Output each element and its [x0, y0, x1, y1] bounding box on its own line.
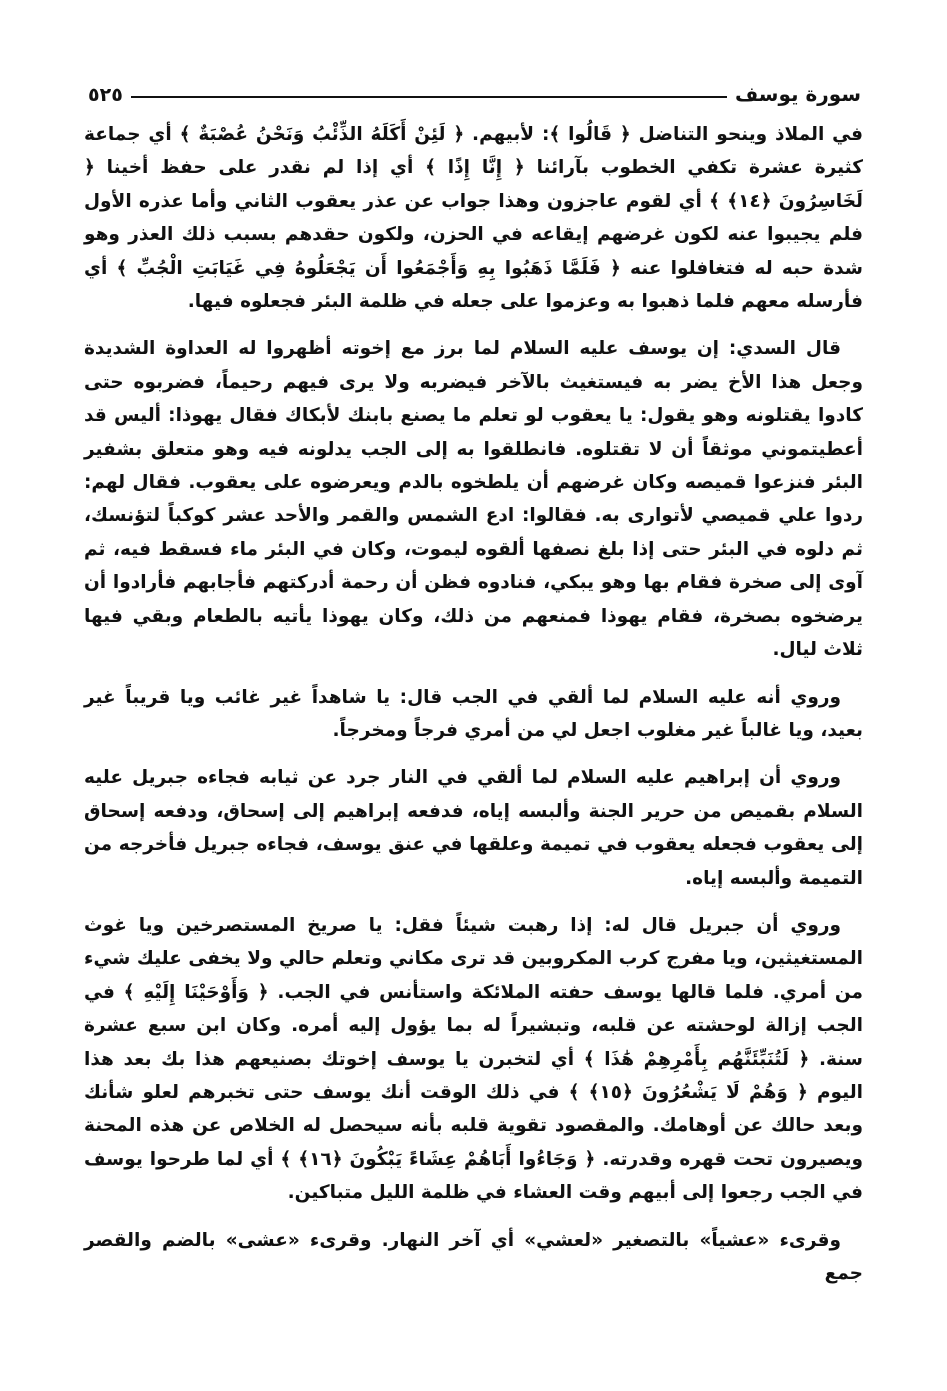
- paragraph: وقرىء «عشياً» بالتصغير «لعشي» أي آخر النهار. وقرىء «عشى» بالضم والقصر جمع: [84, 1229, 863, 1284]
- paragraph: في الملاذ وينحو التناضل ﴿ قَالُوا ﴾: لأبيهم. ﴿ لَئِنْ أَكَلَهُ الذِّئْبُ وَنَحْنُ عُصْبَةٌ ﴾ أي جماعة كثيرة عشرة تكفي الخطوب بآرائنا ﴿ إِنَّا إِذًا ﴾ أي إذا لم نقدر على حفظ أخينا ﴿ لَخَاسِرُونَ ﴿١٤﴾ ﴾ أي لقوم عاجزون وهذا جواب عن عذر يعقوب الثاني وأما عذره الأول فلم يجيبوا عنه لكون غرضهم إيقاعه في الحزن، ولكون حقدهم بسبب ذلك العذر وهو شدة حبه له فتغافلوا عنه ﴿ فَلَمَّا ذَهَبُوا بِهِ وَأَجْمَعُوا أَن يَجْعَلُوهُ فِي غَيَابَتِ الْجُبِّ ﴾ أي فأرسله معهم فلما ذهبوا به وعزموا على جعله في ظلمة البئر فجعلوه فيها.: [84, 124, 864, 313]
- paragraph: قال السدي: إن يوسف عليه السلام لما برز مع إخوته أظهروا له العداوة الشديدة وجعل هذا الأخ يضر به فيستغيث بالآخر فيضربه ولا يرى فيهم رحيماً، فضربوه حتى كادوا يقتلونه وهو يقول: يا يعقوب لو تعلم ما يصنع بابنك لأبكاك فقال يهوذا: أليس قد أعطيتموني موثقاً أن لا تقتلوه. فانطلقوا به إلى الجب يدلونه فيه وهو متعلق بشفير البئر فنزعوا قميصه وكان غرضهم أن يلطخوه بالدم ويعرضوه على يعقوب. فقال لهم: ردوا علي قميصي لأتوارى به. فقالوا: ادع الشمس والقمر والأحد عشر كوكباً لتؤنسك، ثم دلوه في البئر حتى إذا بلغ نصفها ألقوه ليموت، وكان في البئر ماء فسقط فيه، ثم آوى إلى صخرة فقام بها وهو يبكي، فنادوه فظن أن رحمة أدركتهم فأجابهم فأرادوا أن يرضخوه بصخرة، فقام يهوذا فمنعهم من ذلك، وكان يهوذا يأتيه بالطعام وبقي فيها ثلاث ليال.: [84, 338, 863, 661]
- body-text: [84, 118, 863, 1304]
- paragraph: وروي أن إبراهيم عليه السلام لما ألقي في النار جرد عن ثيابه فجاءه جبريل عليه السلام بقميص من حرير الجنة وألبسه إياه، فدفعه إبراهيم إلى إسحاق، ودفعه إسحاق إلى يعقوب فجعله يعقوب في تميمة وعلقها في عنق يوسف، فجاءه جبريل فأخرجه من التميمة وألبسه إياه.: [84, 767, 863, 889]
- paragraph: وروي أن جبريل قال له: إذا رهبت شيئاً فقل: يا صريخ المستصرخين ويا غوث المستغيثين، ويا مفرج كرب المكروبين قد ترى مكاني وتعلم حالي ولا يخفى عليك شيء من أمري. فلما قالها يوسف حفته الملائكة واستأنس في الجب. ﴿ وَأَوْحَيْنَا إِلَيْهِ ﴾ في الجب إزالة لوحشته عن قلبه، وتبشيراً له بما يؤول إليه أمره. وكان ابن سبع عشرة سنة. ﴿ لَتُنَبِّئَنَّهُم بِأَمْرِهِمْ هَٰذَا ﴾ أي لتخبرن يا يوسف إخوتك بصنيعهم هذا بك بعد هذا اليوم ﴿ وَهُمْ لَا يَشْعُرُونَ ﴿١٥﴾ ﴾ في ذلك الوقت أنك يوسف حتى تخبرهم لعلو شأنك وبعد حالك عن أوهامك. والمقصود تقوية قلبه بأنه سيحصل له الخلاص عن هذه المحنة ويصيرون تحت قهره وقدرته. ﴿ وَجَاءُوا أَبَاهُمْ عِشَاءً يَبْكُونَ ﴿١٦﴾ ﴾ أي لما طرحوا يوسف في الجب رجعوا إلى أبيهم وقت العشاء في ظلمة الليل متباكين.: [84, 914, 864, 1204]
- paragraph: وروي أنه عليه السلام لما ألقي في الجب قال: يا شاهداً غير غائب ويا قريباً غير بعيد، ويا غالباً غير مغلوب اجعل لي من أمري فرجاً ومخرجاً.: [84, 686, 863, 741]
- surah-title: سورة يوسف: [734, 82, 861, 106]
- page-number: ٥٢٥: [88, 84, 123, 106]
- page-header: [88, 72, 861, 108]
- header-rule: [131, 96, 727, 98]
